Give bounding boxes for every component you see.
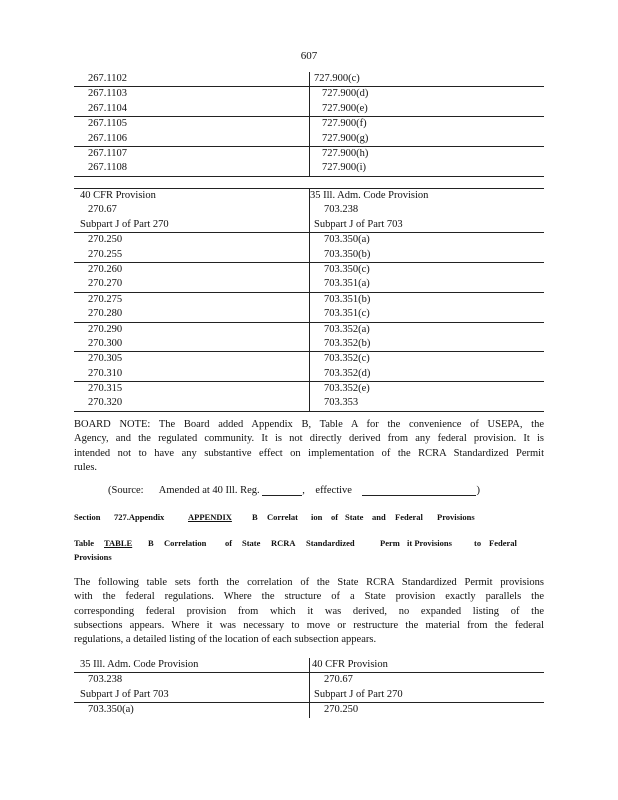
left-cell: 40 CFR Provision [80,190,156,201]
table-letter: B [148,538,154,548]
left-cell: 35 Ill. Adm. Code Provision [80,659,199,670]
table-row [74,703,544,717]
table-standardized: Standardized [306,538,355,548]
left-cell: 270.310 [88,367,123,379]
left-cell: 267.1107 [88,147,127,159]
right-cell: 727.900(c) [314,73,360,84]
table-row [74,263,544,277]
right-cell: 703.350(c) [324,263,370,275]
heading-of: of [331,512,339,522]
left-cell: 703.350(a) [88,704,134,716]
board-note [74,418,544,475]
table-it-provisions: it Provisions [407,538,452,548]
note-line: rules. [74,461,98,473]
left-cell: 270.275 [88,293,123,305]
left-cell: 270.290 [88,323,123,335]
heading-ion: ion [311,512,323,522]
paragraph-line: The following table sets forth the correlation of the State RCRA Standardized Permit provisions [74,577,544,588]
table-row [74,688,544,703]
right-cell: 703.351(b) [324,293,371,305]
right-cell: 703.350(b) [324,248,371,260]
left-cell: 270.270 [88,278,123,290]
section-label: Section [74,512,101,522]
table-row [74,396,544,411]
right-cell: 703.238 [324,204,359,216]
right-cell: 35 Ill. Adm. Code Provision [310,190,429,201]
left-cell: 267.1103 [88,88,127,100]
source-line: (Source: Amended at 40 Ill. Reg. , effective ) [108,485,480,496]
heading-federal: Federal [395,512,423,522]
table-row [74,189,544,203]
register-blank [262,484,302,496]
effective-date-blank [362,484,476,496]
table-row [74,352,544,366]
right-cell: Subpart J of Part 270 [314,688,403,700]
table-label-underlined: TABLE [104,538,133,548]
left-cell: 270.300 [88,337,123,349]
right-cell: 40 CFR Provision [312,659,388,670]
table-row [74,337,544,352]
table-federal: Federal [489,538,517,548]
table-row [74,277,544,292]
table-row [74,87,544,101]
table-row [74,161,544,176]
right-cell: 727.900(d) [322,88,369,100]
right-cell: 727.900(h) [322,147,369,159]
left-cell: Subpart J of Part 270 [80,218,169,230]
heading-provisions: Provisions [437,512,475,522]
left-cell: 270.255 [88,248,123,260]
paragraph-line: subsections appears. Where it was necessary to move or restructure the material from the federal [74,619,544,631]
right-cell: 703.352(b) [324,337,371,349]
table-label: Table [74,538,95,548]
table-row [74,102,544,117]
cfr-to-illinois-table [74,188,544,412]
intro-paragraph [74,576,544,647]
table-provisions: Provisions [74,552,112,562]
right-cell: 703.352(e) [324,383,370,395]
source-close: ) [476,485,480,496]
table-row [74,248,544,263]
right-cell: Subpart J of Part 703 [314,218,403,230]
left-cell: 270.305 [88,353,123,365]
heading-correlat: Correlat [267,512,298,522]
table-rcra: RCRA [271,538,296,548]
table-row [74,117,544,131]
right-cell: 727.900(g) [322,132,369,144]
left-cell: 267.1106 [88,132,127,144]
correlation-table-continued [74,72,544,177]
left-cell: 270.280 [88,308,123,320]
table-row [74,673,544,687]
table-row [74,203,544,217]
note-line: intended not to have any substantive effect on implementation of the RCRA Standardized Permit [74,447,544,459]
page-number: 607 [300,50,318,62]
left-cell: Subpart J of Part 703 [80,688,169,700]
left-cell: 270.67 [88,204,117,216]
left-cell: 270.320 [88,397,123,409]
section-number: 727.Appendix [114,512,165,522]
illinois-to-cfr-table [74,658,544,718]
left-cell: 270.250 [88,234,123,246]
table-row [74,382,544,396]
table-correlation: Correlation [164,538,207,548]
table-row [74,323,544,337]
right-cell: 703.352(a) [324,323,370,335]
right-cell: 727.900(e) [322,102,368,114]
appendix-letter: B [252,512,258,522]
table-of: of [225,538,233,548]
table-row [74,147,544,161]
paragraph-line: corresponding federal provision from which it was derived, no expanded listing of the [74,605,544,617]
source-prefix: (Source: [108,485,144,496]
paragraph-line: with the federal regulations. Where the structure of a State provision exactly parallels the [74,591,544,603]
left-cell: 270.315 [88,383,123,395]
left-cell: 267.1108 [88,162,127,174]
table-row [74,293,544,307]
source-amended: Amended at 40 Ill. Reg. [158,485,260,496]
right-cell: 703.353 [324,397,359,409]
table-state: State [242,538,261,548]
right-cell: 727.900(f) [322,118,367,130]
table-row [74,307,544,322]
table-row [74,72,544,87]
right-cell: 703.351(c) [324,308,370,320]
table-row [74,218,544,233]
heading-state: State [345,512,364,522]
table-perm: Perm [380,538,400,548]
right-cell: 270.67 [324,674,353,686]
table-to: to [474,538,482,548]
heading-and: and [372,512,386,522]
right-cell: 703.351(a) [324,278,370,290]
paragraph-line: regulations, a detailed listing of the location of each subsection appears. [74,634,377,646]
table-row [74,367,544,382]
right-cell: 703.352(d) [324,367,371,379]
note-line: BOARD NOTE: The Board added Appendix B, Table A for the convenience of USEPA, the [74,419,544,430]
table-row [74,658,544,673]
appendix-label: APPENDIX [188,512,232,522]
note-line: Agency, and the regulated community. It is not directly derived from any federal provision. It is [74,433,544,445]
table-row [74,132,544,147]
left-cell: 267.1102 [88,73,127,84]
right-cell: 703.350(a) [324,234,370,246]
left-cell: 267.1104 [88,102,127,114]
right-cell: 270.250 [324,704,359,716]
left-cell: 703.238 [88,674,123,686]
right-cell: 727.900(i) [322,162,367,174]
table-row [74,233,544,247]
source-effective: effective [315,485,352,496]
left-cell: 267.1105 [88,118,127,130]
left-cell: 270.260 [88,263,123,275]
right-cell: 703.352(c) [324,353,370,365]
